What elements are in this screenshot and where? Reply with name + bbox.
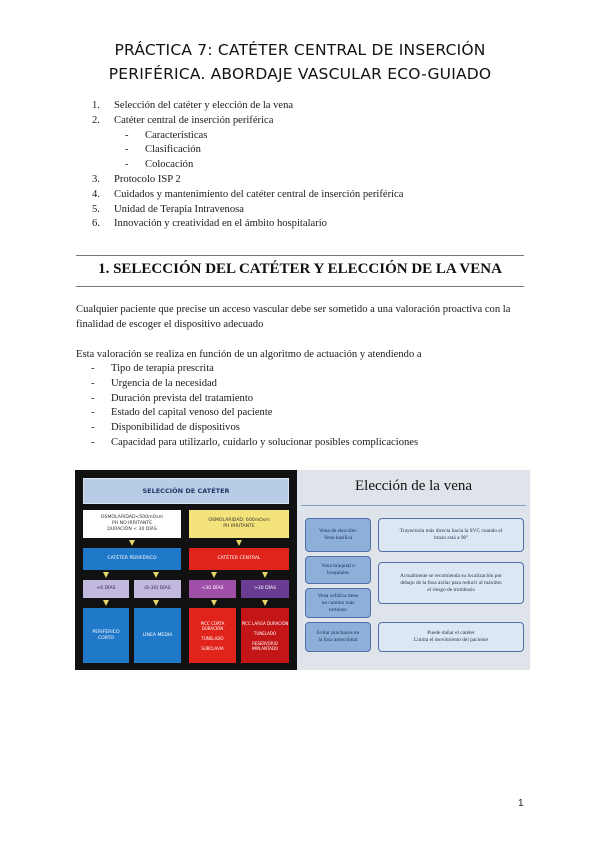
arrow-icon <box>211 572 217 578</box>
dash: - <box>125 144 129 156</box>
title-line-1: PRÁCTICA 7: CATÉTER CENTRAL DE INSERCIÓN <box>114 41 486 59</box>
vein-note-box: Actualmente se recomienda su localización por debajo de la fosa axilar para reducir al máximo el riesgo de trombosis <box>378 562 524 604</box>
toc-text: Selección del catéter y elección de la vena <box>114 100 294 111</box>
list-item <box>91 392 418 407</box>
dash: - <box>125 129 129 141</box>
duration-lt30-box: <30 DÍAS <box>189 580 236 598</box>
list-item <box>91 436 418 451</box>
toc-item <box>92 114 403 129</box>
criteria-box-peripheral: OSMOLARIDAD<500mOsm PH NO IRRITANTE DURACIÓN < 30 DÍAS <box>83 510 181 538</box>
toc-text: Cuidados y mantenimiento del catéter central de inserción periférica <box>114 188 404 200</box>
central-catheter-box: CATÉTER CENTRAL <box>189 548 289 570</box>
duration-lt6-box: <6 DÍAS <box>83 580 129 598</box>
toc-subitem-text: Colocación <box>145 159 194 171</box>
dash: - <box>91 377 95 389</box>
vein-diagram-title: Elección de la vena <box>354 478 473 494</box>
toc-number: 3. <box>92 173 100 185</box>
arrow-icon <box>103 600 109 606</box>
page-number: 1 <box>518 798 524 809</box>
dash: - <box>125 159 129 171</box>
toc-item <box>92 99 403 114</box>
vein-option-box: Vena braquial o braquiales <box>305 556 371 584</box>
toc-number: 4. <box>92 188 100 200</box>
toc-subitem <box>92 143 403 158</box>
list-item <box>91 421 418 436</box>
catheter-figure <box>75 470 530 670</box>
toc-text: Unidad de Terapia Intravenosa <box>114 203 244 215</box>
vein-selection-diagram <box>297 470 530 670</box>
arrow-icon <box>262 572 268 578</box>
toc-item <box>92 188 403 203</box>
peripheral-catheter-box: CATÉTER PERIFÉRICO <box>83 548 181 570</box>
list-item-text: Duración prevista del tratamiento <box>111 392 254 404</box>
duration-6-30-box: (6-30) DÍAS <box>134 580 181 598</box>
arrow-icon <box>153 572 159 578</box>
dash: - <box>91 436 95 448</box>
section-rule-bottom <box>76 286 524 287</box>
criteria-list <box>91 362 418 451</box>
toc-item <box>92 173 403 188</box>
toc-text: Protocolo ISP 2 <box>114 173 181 185</box>
toc-item <box>92 203 403 218</box>
arrow-icon <box>211 600 217 606</box>
dash: - <box>91 363 95 374</box>
toc-number: 1. <box>92 100 100 111</box>
toc-subitem <box>92 129 403 144</box>
dash: - <box>91 392 95 404</box>
list-item <box>91 406 418 421</box>
arrow-icon <box>262 600 268 606</box>
list-item-text: Estado del capital venoso del paciente <box>111 407 273 419</box>
toc-number: 5. <box>92 203 100 215</box>
section-rule-top <box>76 255 524 256</box>
toc-number: 2. <box>92 114 100 126</box>
toc-text: Catéter central de inserción periférica <box>114 114 274 126</box>
toc-item <box>92 217 403 232</box>
list-item-text: Disponibilidad de dispositivos <box>111 422 240 434</box>
catheter-selection-diagram <box>75 470 297 670</box>
picc-short-box: PICC CORTA DURACIÓN TUNELADO SUBCLAVIA <box>189 608 236 663</box>
short-peripheral-box: PERIFÉRICO CORTO <box>83 608 129 663</box>
title-underline <box>301 505 526 506</box>
vein-note-box: Trayectoria más directa hacia la SVC cuando el brazo está a 90º <box>378 518 524 552</box>
section-heading: 1. SELECCIÓN DEL CATÉTER Y ELECCIÓN DE LA VENA <box>98 261 502 277</box>
arrow-icon <box>103 572 109 578</box>
intro-paragraph: Cualquier paciente que precise un acceso vascular debe ser sometido a una valoración proactiva con la finalidad de escoger el dispositivo adecuado <box>76 304 511 331</box>
toc-number: 6. <box>92 218 100 230</box>
criteria-intro: Esta valoración se realiza en función de un algoritmo de actuación y atendiendo a <box>76 349 422 360</box>
vein-option-box: Vena de elección: Vena basílica <box>305 518 371 552</box>
page-title <box>40 38 560 86</box>
list-item-text: Urgencia de la necesidad <box>111 377 217 389</box>
criteria-box-central: OSMOLARIDAD: 600mOsm PH IRRITANTE <box>189 510 289 538</box>
vein-option-box: Evitar pinchazos en la fosa antecubital <box>305 622 371 652</box>
toc-text: Innovación y creatividad en el ámbito hospitalario <box>114 218 327 230</box>
vein-option-box: Vena cefálica tiene un camino más tortuoso <box>305 588 371 618</box>
midline-box: LÍNEA MEDIA <box>134 608 181 663</box>
arrow-icon <box>129 540 135 546</box>
list-item <box>91 377 418 392</box>
toc-subitem-text: Clasificación <box>145 144 201 156</box>
list-item-text: Capacidad para utilizarlo, cuidarlo y solucionar posibles complicaciones <box>111 436 419 448</box>
duration-gt30-box: >30 DÍAS <box>241 580 289 598</box>
toc-subitem-text: Caracteristicas <box>145 129 208 141</box>
arrow-icon <box>153 600 159 606</box>
arrow-icon <box>236 540 242 546</box>
vein-note-box: Puede dañar el catéter Limita el movimiento del paciente <box>378 622 524 652</box>
list-item <box>91 362 418 377</box>
title-line-2: PERIFÉRICA. ABORDAJE VASCULAR ECO-GUIADO <box>108 65 492 83</box>
dash: - <box>91 407 95 419</box>
toc-subitem <box>92 158 403 173</box>
table-of-contents <box>92 99 403 232</box>
dash: - <box>91 422 95 434</box>
list-item-text: Tipo de terapia prescrita <box>111 363 214 374</box>
diagram-header: SELECCIÓN DE CATÉTER <box>83 478 289 504</box>
picc-long-box: PICC LARGA DURACIÓN TUNELADO RESERVORIO IMPLANTADO <box>241 608 289 663</box>
